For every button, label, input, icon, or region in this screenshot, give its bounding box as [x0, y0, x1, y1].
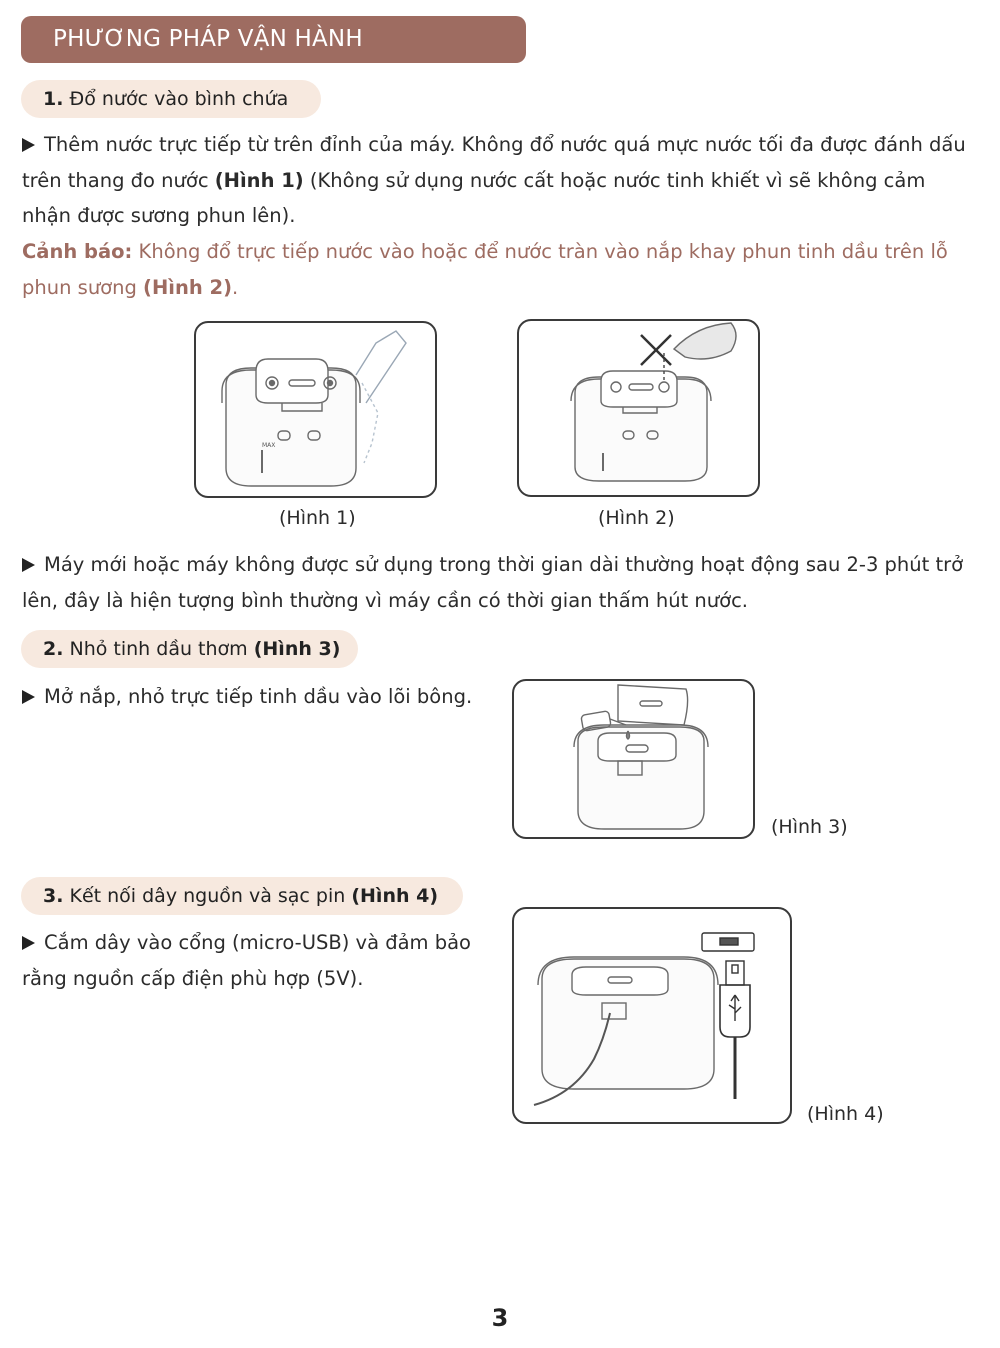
section-title: Kết nối dây nguồn và sạc pin	[63, 885, 352, 907]
humidifier-open-lid-illustration	[514, 681, 757, 841]
section-title: Đổ nước vào bình chứa	[63, 88, 289, 110]
usb-cable-illustration	[514, 909, 794, 1126]
page-title: PHƯƠNG PHÁP VẬN HÀNH	[53, 26, 363, 52]
warning-paragraph: Cảnh báo: Không đổ trực tiếp nước vào hoặc để nước tràn vào nắp khay phun tinh dầu trên lỗ phun sương (Hình 2).	[22, 240, 948, 299]
figure-4-caption: (Hình 4)	[807, 1103, 884, 1125]
paragraph-power-connection: Cắm dây vào cổng (micro-USB) và đảm bảo rằng nguồn cấp điện phù hợp (5V).	[22, 931, 471, 990]
section-number: 1.	[43, 88, 64, 110]
paragraph-essential-oil: Mở nắp, nhỏ trực tiếp tinh dầu vào lõi bông.	[22, 679, 482, 715]
section-title: Nhỏ tinh dầu thơm	[63, 638, 254, 660]
humidifier-no-pour-illustration	[519, 321, 762, 499]
paragraph-startup-note: Máy mới hoặc máy không được sử dụng trong thời gian dài thường hoạt động sau 2-3 phút trở lên, đây là hiện tượng bình thường vì máy cần có thời gian thấm hút nước.	[22, 553, 964, 612]
figure-1-pour-water	[194, 321, 437, 498]
figure-3-add-oil	[512, 679, 755, 839]
bullet-triangle-icon	[22, 138, 35, 152]
figure-3-caption: (Hình 3)	[771, 816, 848, 838]
section-number: 3.	[43, 885, 64, 907]
section-heading-1	[21, 80, 321, 118]
bullet-triangle-icon	[22, 690, 35, 704]
bullet-triangle-icon	[22, 936, 35, 950]
section-heading-3: 3. Kết nối dây nguồn và sạc pin (Hình 4)	[21, 877, 463, 915]
section-banner	[21, 16, 526, 63]
humidifier-illustration	[196, 323, 439, 500]
figure-4-usb-charging	[512, 907, 792, 1124]
figure-1-caption: (Hình 1)	[279, 507, 356, 529]
bullet-triangle-icon	[22, 558, 35, 572]
section-heading-2: 2. Nhỏ tinh dầu thơm (Hình 3)	[21, 630, 358, 668]
max-marker: MAX	[262, 442, 276, 449]
figure-2-warning	[517, 319, 760, 497]
warning-label: Cảnh báo:	[22, 240, 133, 263]
page-number: 3	[491, 1304, 509, 1332]
figure-2-caption: (Hình 2)	[598, 507, 675, 529]
paragraph-fill-instructions: Thêm nước trực tiếp từ trên đỉnh của máy. Không đổ nước quá mực nước tối đa được đánh dấu trên thang đo nước (Hình 1) (Không sử dụng nước cất hoặc nước tinh khiết vì sẽ không cảm nhận được sương phun lên).	[22, 133, 966, 227]
section-number: 2.	[43, 638, 64, 660]
